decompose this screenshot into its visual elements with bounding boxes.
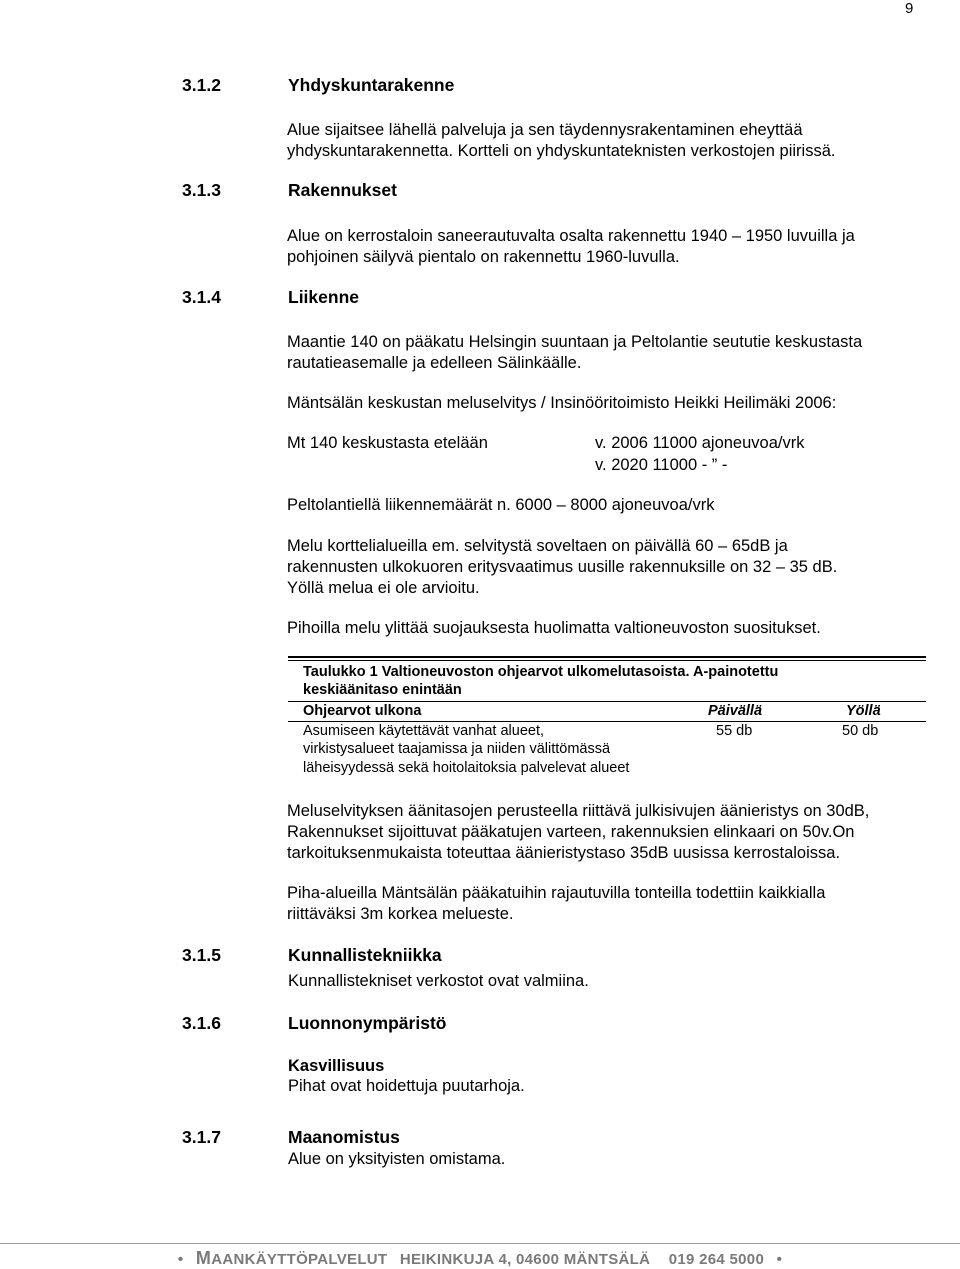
- section-number: 3.1.7: [182, 1127, 221, 1147]
- paragraph-line: Piha-alueilla Mäntsälän pääkatuihin rajautuvilla tonteilla todettiin kaikkialla: [287, 884, 826, 902]
- paragraph-line: Yöllä melua ei ole arvioitu.: [287, 579, 480, 597]
- table-cell: läheisyydessä sekä hoitolaitoksia palvelevat alueet: [303, 760, 630, 776]
- paragraph-line: yhdyskuntarakennetta. Kortteli on yhdyskuntateknisten verkostojen piirissä.: [287, 142, 836, 160]
- bullet-icon: •: [177, 1251, 184, 1268]
- table-cell: Asumiseen käytettävät vanhat alueet,: [303, 723, 545, 739]
- section-number: 3.1.5: [182, 945, 221, 965]
- section-title: Luonnonympäristö: [288, 1013, 447, 1033]
- paragraph-line: Melu korttelialueilla em. selvitystä soveltaen on päivällä 60 – 65dB ja: [287, 537, 788, 555]
- paragraph-line: pohjoinen säilyvä pientalo on rakennettu 1960-luvulla.: [287, 248, 680, 266]
- section-number: 3.1.2: [182, 75, 221, 95]
- footer-company-initial: M: [195, 1248, 212, 1268]
- table-header-cell: Päivällä: [708, 703, 763, 719]
- table-header-cell: Yöllä: [846, 703, 881, 719]
- section-title: Yhdyskuntarakenne: [288, 75, 455, 95]
- table-top-rule-thin: [288, 660, 926, 661]
- paragraph-line: Pihat ovat hoidettuja puutarhoja.: [288, 1077, 525, 1095]
- table-top-rule: [288, 656, 926, 658]
- paragraph-line: rakennusten ulkokuoren eritysvaatimus uusille rakennuksille on 32 – 35 dB.: [287, 558, 838, 576]
- paragraph-line: Kunnallistekniset verkostot ovat valmiina.: [288, 972, 589, 990]
- traffic-road-label: Mt 140 keskustasta etelään: [287, 434, 488, 452]
- footer-company: AANKÄYTTÖPALVELUT: [211, 1251, 388, 1268]
- bullet-icon: •: [776, 1251, 783, 1268]
- paragraph-line: rautatieasemalle ja edelleen Sälinkäälle.: [287, 354, 582, 372]
- table-cell: 50 db: [842, 723, 879, 739]
- paragraph-line: Alue on yksityisten omistama.: [288, 1150, 506, 1168]
- table-cell: virkistysalueet taajamissa ja niiden välittömässä: [303, 741, 611, 757]
- paragraph-line: tarkoituksenmukaista toteuttaa äänieristystaso 35dB uusissa kerrostaloissa.: [287, 844, 841, 862]
- footer-phone: 019 264 5000: [668, 1251, 765, 1268]
- footer: [0, 1248, 960, 1269]
- paragraph-line: Maantie 140 on pääkatu Helsingin suuntaan ja Peltolantie seututie keskustasta: [287, 333, 863, 351]
- subheading: Kasvillisuus: [288, 1057, 385, 1075]
- page-number: 9: [905, 0, 914, 17]
- footer-rule: [0, 1243, 960, 1244]
- paragraph-line: Alue sijaitsee lähellä palveluja ja sen täydennysrakentaminen eheyttää: [287, 121, 803, 139]
- paragraph-line: Alue on kerrostaloin saneerautuvalta osalta rakennettu 1940 – 1950 luvuilla ja: [287, 227, 855, 245]
- traffic-value: v. 2020 11000 - ” -: [595, 456, 728, 474]
- section-title: Maanomistus: [288, 1127, 400, 1147]
- paragraph-line: Mäntsälän keskustan meluselvitys / Insinööritoimisto Heikki Heilimäki 2006:: [287, 394, 837, 412]
- table-header-cell: Ohjearvot ulkona: [303, 703, 422, 719]
- table-caption: Taulukko 1 Valtioneuvoston ohjearvot ulkomelutasoista. A-painotettu: [303, 664, 779, 680]
- table-cell: 55 db: [716, 723, 753, 739]
- table-caption: keskiäänitaso enintään: [303, 682, 462, 698]
- section-number: 3.1.4: [182, 287, 221, 307]
- table-header-bottom-rule: [288, 721, 926, 722]
- section-title: Kunnallistekniikka: [288, 945, 442, 965]
- traffic-value: v. 2006 11000 ajoneuvoa/vrk: [595, 434, 805, 452]
- section-title: Rakennukset: [288, 180, 397, 200]
- footer-address: HEIKINKUJA 4, 04600 MÄNTSÄLÄ: [399, 1251, 651, 1268]
- paragraph-line: Meluselvityksen äänitasojen perusteella riittävä julkisivujen äänieristys on 30dB,: [287, 802, 870, 820]
- paragraph-line: Peltolantiellä liikennemäärät n. 6000 – 8000 ajoneuvoa/vrk: [287, 496, 715, 514]
- table-header-top-rule: [288, 701, 926, 702]
- paragraph-line: Rakennukset sijoittuvat pääkatujen varteen, rakennuksien elinkaari on 50v.On: [287, 823, 855, 841]
- section-number: 3.1.3: [182, 180, 221, 200]
- section-title: Liikenne: [288, 287, 359, 307]
- paragraph-line: Pihoilla melu ylittää suojauksesta huolimatta valtioneuvoston suositukset.: [287, 619, 821, 637]
- paragraph-line: riittäväksi 3m korkea melueste.: [287, 905, 514, 923]
- section-number: 3.1.6: [182, 1013, 221, 1033]
